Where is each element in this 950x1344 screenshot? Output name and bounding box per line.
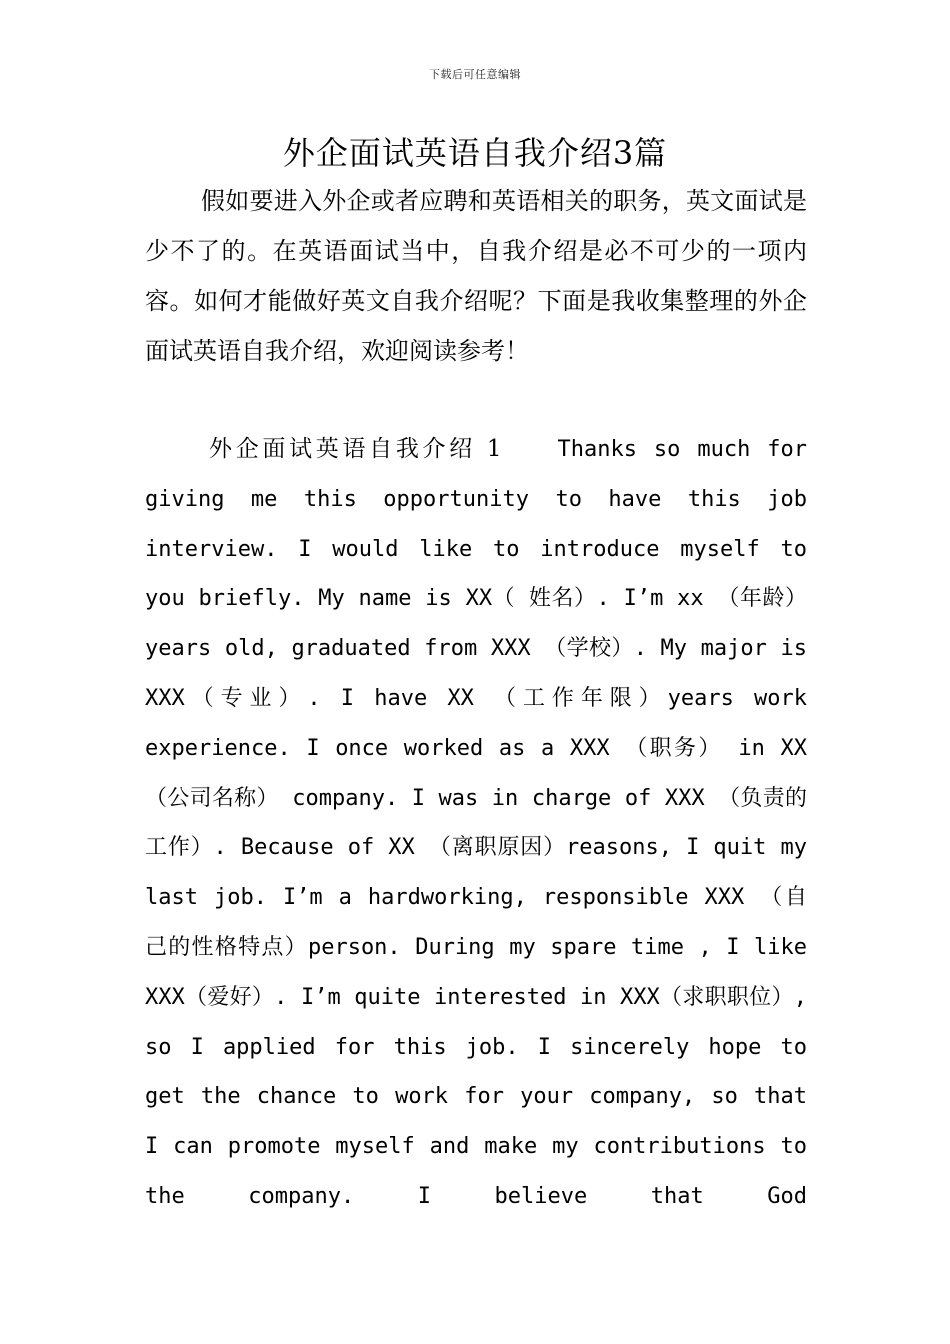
page-header-note: 下载后可任意编辑 xyxy=(429,68,521,81)
section-1-text: Thanks so much for giving me this opportunity to have this job interview. I would like to introduce myself to you briefly. My name is XX（ 姓名）. I’m xx （年龄）years old, graduated from XXX （学校）. My major is XXX（专业）. I have XX （工作年限）years work experience. I once worked as a XXX （职务） in XX （公司名称） company. I was in charge of XXX （负责的工作）. Because of XX （离职原因）reasons, I quit my last job. I’m a hardworking, responsible XXX （自己的性格特点）person. During my spare time , I like XXX（爱好）. I’m quite interested in XXX（求职职位）, so I applied for this job. I sincerely hope to get the chance to work for your company, so that I can promote myself and make my contributions to the company. I believe that God xyxy=(145,437,807,1209)
document-title: 外企面试英语自我介绍3篇 xyxy=(282,134,668,172)
section-1-heading: 外企面试英语自我介绍 1 xyxy=(209,436,502,462)
intro-paragraph: 假如要进入外企或者应聘和英语相关的职务，英文面试是少不了的。在英语面试当中，自我介绍是必不可少的一项内容。如何才能做好英文自我介绍呢？下面是我收集整理的外企面试英语自我介绍，欢迎阅读参考！ xyxy=(145,187,807,365)
section-1-paragraph xyxy=(145,425,807,1222)
